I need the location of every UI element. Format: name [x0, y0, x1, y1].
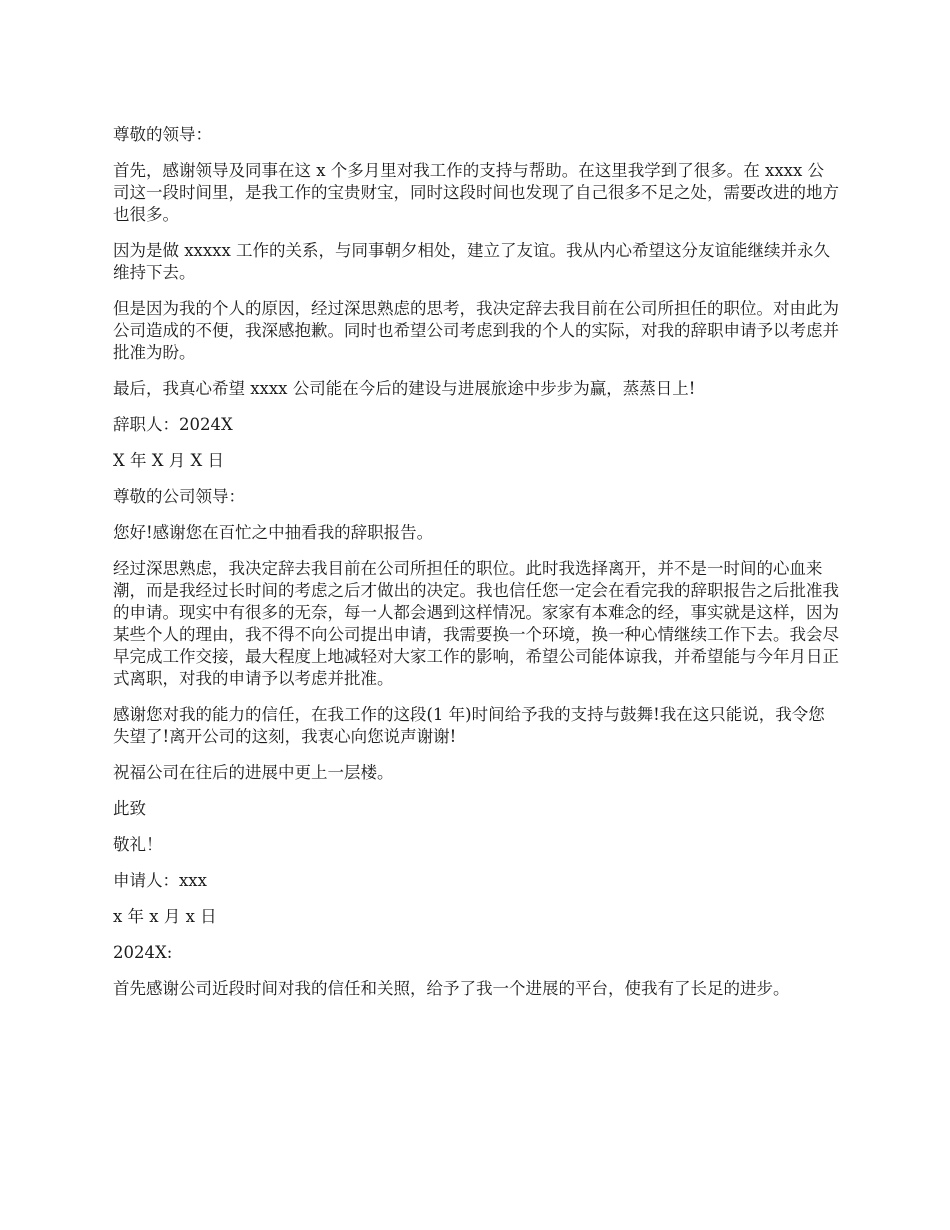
closing-ci-zhi: 此致	[113, 799, 146, 818]
paragraph-closing-wish: 最后，我真心希望 xxxx 公司能在今后的建设与进展旅途中步步为赢，蒸蒸日上!	[113, 379, 696, 398]
paragraph-resignation-reason: 但是因为我的个人的原因，经过深思熟虑的思考，我决定辞去我目前在公司所担任的职位。对由此为公司造成的不便，我深感抱歉。同时也希望公司考虑到我的个人的实际，对我的辞职申请予以考虑并批准为盼。	[113, 299, 839, 362]
document-body	[113, 124, 840, 1014]
paragraph-decision: 经过深思熟虑，我决定辞去我目前在公司所担任的职位。此时我选择离开，并不是一时间的心血来潮，而是我经过长时间的考虑之后才做出的决定。我也信任您一定会在看完我的辞职报告之后批准我的申请。现实中有很多的无奈，每一人都会遇到这样情况。家家有本难念的经，事实就是这样，因为某些个人的理由，我不得不向公司提出申请，我需要换一个环境，换一种心情继续工作下去。我会尽早完成工作交接，最大程度上地减轻对大家工作的影响，希望公司能体谅我，并希望能与今年月日正式离职，对我的申请予以考虑并批准。	[113, 559, 839, 688]
closing-jing-li: 敬礼！	[113, 835, 163, 854]
salutation-2: 尊敬的公司领导：	[113, 487, 245, 506]
paragraph-friendship: 因为是做 xxxxx 工作的关系，与同事朝夕相处，建立了友谊。我从内心希望这分友谊能继续并永久维持下去。	[113, 241, 831, 282]
paragraph-blessing: 祝福公司在往后的进展中更上一层楼。	[113, 763, 394, 782]
signature-2: 申请人：xxx	[113, 871, 207, 890]
signature-1: 辞职人：2024X	[113, 415, 233, 434]
paragraph-thanks: 感谢您对我的能力的信任，在我工作的这段(1 年)时间给予我的支持与鼓舞!我在这只能说，我令您失望了!离开公司的这刻，我衷心向您说声谢谢!	[113, 705, 825, 746]
paragraph-third-intro: 首先感谢公司近段时间对我的信任和关照，给予了我一个进展的平台，使我有了长足的进步。	[113, 979, 790, 998]
date-2: x 年 x 月 x 日	[113, 907, 217, 926]
date-1: X 年 X 月 X 日	[113, 451, 224, 470]
salutation-1: 尊敬的领导：	[113, 125, 212, 144]
paragraph-greeting: 您好!感谢您在百忙之中抽看我的辞职报告。	[113, 523, 434, 542]
heading-third-letter: 2024X:	[113, 943, 173, 962]
paragraph-gratitude: 首先，感谢领导及同事在这 x 个多月里对我工作的支持与帮助。在这里我学到了很多。在 xxxx 公司这一段时间里，是我工作的宝贵财宝，同时这段时间也发现了自己很多不足之处，需要改进的地方也很多。	[113, 161, 839, 224]
